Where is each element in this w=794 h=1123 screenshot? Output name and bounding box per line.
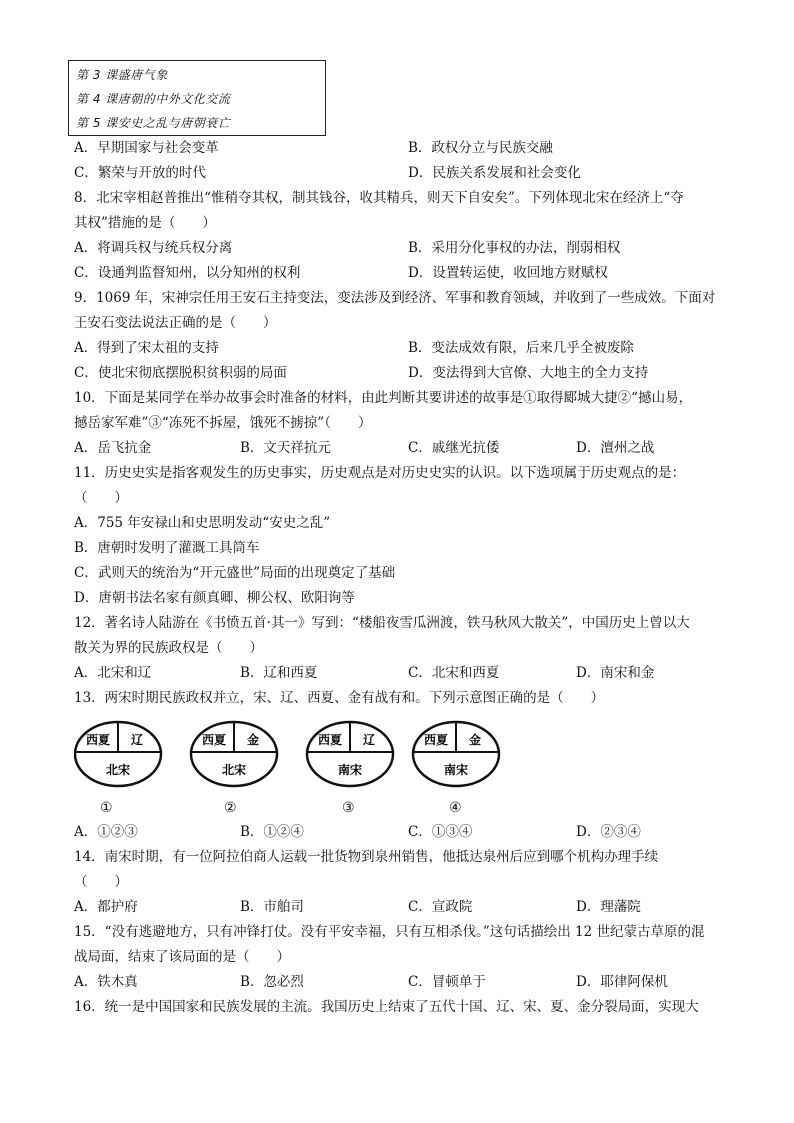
q10-stem: 10．下面是某同学在举办故事会时准备的材料，由此判断其要讲述的故事是①取得郾城大捷②“撼山易， xyxy=(74,390,693,406)
q8-stem: 8．北宋宰相赵普推出“惟稍夺其权，制其钱谷，收其精兵，则天下自安矣”。下列体现北宋在经济上“夺 xyxy=(74,190,684,206)
q8-option-d: D．设置转运使，收回地方财赋权 xyxy=(408,265,608,281)
q13-diagrams xyxy=(74,718,504,790)
q11-option-a: A．755 年安禄山和史思明发动“安史之乱” xyxy=(74,515,331,531)
q14-option-b: B．市舶司 xyxy=(240,899,304,915)
q15-option-d: D．耶律阿保机 xyxy=(576,974,668,990)
diagram-label: 西夏 xyxy=(317,733,343,747)
q13-diagram-4 xyxy=(413,722,499,786)
q11-stem: 11．历史史实是指客观发生的历史事实，历史观点是对历史史实的认识。以下选项属于历史观点的是： xyxy=(74,465,686,481)
diagram-number: ① xyxy=(100,800,113,816)
q9-stem: 9．1069 年，宋神宗任用王安石主持变法，变法涉及到经济、军事和教育领域，并收到了一些成效。下面对 xyxy=(74,290,716,306)
q15-option-b: B．忽必烈 xyxy=(240,974,304,990)
q13-stem: 13．两宋时期民族政权并立，宋、辽、西夏、金有战有和。下列示意图正确的是（ ） xyxy=(74,690,605,706)
q10-option-c: C．戚继光抗倭 xyxy=(408,440,500,456)
diagram-label: 辽 xyxy=(362,733,376,747)
q9-stem-cont: 王安石变法说法正确的是（ ） xyxy=(74,315,277,331)
q10-stem-cont: 撼岳家军难”③“冻死不拆屋，饿死不掳掠”（ ） xyxy=(74,415,372,431)
q16-stem: 16．统一是中国国家和民族发展的主流。我国历史上结束了五代十国、辽、宋、夏、金分裂局面，实现大 xyxy=(74,999,699,1015)
q10-option-b: B．文天祥抗元 xyxy=(240,440,331,456)
diagram-label: 南宋 xyxy=(337,763,363,777)
q8-option-a: A．将调兵权与统兵权分离 xyxy=(74,240,233,256)
q8-option-c: C．设通判监督知州，以分知州的权利 xyxy=(74,265,301,281)
q9-option-a: A．得到了宋太祖的支持 xyxy=(74,340,219,356)
q13-diagram-2 xyxy=(191,722,277,786)
q13-option-a: A．①②③ xyxy=(74,824,138,840)
q11-option-b: B．唐朝时发明了灌溉工具筒车 xyxy=(74,540,260,556)
q11-option-c: C．武则天的统治为“开元盛世”局面的出现奠定了基础 xyxy=(74,565,396,581)
q9-option-d: D．变法得到大官僚、大地主的全力支持 xyxy=(408,365,649,381)
q13-diagram-3 xyxy=(307,722,393,786)
diagram-label: 金 xyxy=(468,733,482,747)
q11-stem-cont: （ ） xyxy=(74,490,128,506)
diagram-number: ② xyxy=(224,800,237,816)
q12-stem-cont: 散关为界的民族政权是（ ） xyxy=(74,640,263,656)
q10-option-a: A．岳飞抗金 xyxy=(74,440,152,456)
q15-stem: 15．“没有逃避地方，只有冲锋打仗。没有平安幸福，只有互相杀伐。”这句话描绘出 12 世纪蒙古草原的混 xyxy=(74,924,705,940)
diagram-label: 西夏 xyxy=(201,733,227,747)
q12-option-c: C．北宋和西夏 xyxy=(408,665,500,681)
q9-option-c: C．使北宋彻底摆脱积贫积弱的局面 xyxy=(74,365,287,381)
q7-option-c: C．繁荣与开放的时代 xyxy=(74,165,206,181)
q14-option-d: D．理藩院 xyxy=(576,899,641,915)
q13-diagram-1 xyxy=(75,722,161,786)
q12-option-d: D．南宋和金 xyxy=(576,665,655,681)
q14-option-a: A．都护府 xyxy=(74,899,138,915)
diagram-label: 辽 xyxy=(130,733,144,747)
q11-option-d: D．唐朝书法名家有颜真卿、柳公权、欧阳询等 xyxy=(74,590,355,606)
q14-option-c: C．宣政院 xyxy=(408,899,473,915)
chapter-line: 第 3 课盛唐气象 xyxy=(76,68,168,82)
q15-option-c: C．冒顿单于 xyxy=(408,974,486,990)
q12-option-b: B．辽和西夏 xyxy=(240,665,318,681)
q9-option-b: B．变法成效有限，后来几乎全被废除 xyxy=(408,340,634,356)
chapter-line: 第 5 课安史之乱与唐朝衰亡 xyxy=(76,116,231,130)
q10-option-d: D．澶州之战 xyxy=(576,440,655,456)
diagram-number: ③ xyxy=(342,800,355,816)
diagram-label: 南宋 xyxy=(443,763,469,777)
q13-option-b: B．①②④ xyxy=(240,824,304,840)
diagram-label: 西夏 xyxy=(423,733,449,747)
q15-stem-cont: 战局面，结束了该局面的是（ ） xyxy=(74,949,290,965)
q8-option-b: B．采用分化事权的办法，削弱相权 xyxy=(408,240,621,256)
q14-stem-cont: （ ） xyxy=(74,874,128,890)
q12-stem: 12．著名诗人陆游在《书愤五首·其一》写到：“楼船夜雪瓜洲渡，铁马秋风大散关”，中国历史上曾以大 xyxy=(74,615,690,631)
diagram-number: ④ xyxy=(449,800,462,816)
diagram-label: 西夏 xyxy=(85,733,111,747)
diagram-label: 金 xyxy=(246,733,260,747)
q7-option-a: A．早期国家与社会变革 xyxy=(74,140,219,156)
chapter-line: 第 4 课唐朝的中外文化交流 xyxy=(76,92,231,106)
diagram-label: 北宋 xyxy=(221,763,247,777)
chapter-list-box xyxy=(68,60,326,136)
q12-option-a: A．北宋和辽 xyxy=(74,665,152,681)
q8-stem-cont: 其权”措施的是（ ） xyxy=(74,215,216,231)
q13-option-d: D．②③④ xyxy=(576,824,641,840)
q7-option-d: D．民族关系发展和社会变化 xyxy=(408,165,581,181)
q14-stem: 14．南宋时期，有一位阿拉伯商人运载一批货物到泉州销售，他抵达泉州后应到哪个机构办理手续 xyxy=(74,849,659,865)
q7-option-b: B．政权分立与民族交融 xyxy=(408,140,553,156)
q13-option-c: C．①③④ xyxy=(408,824,473,840)
q15-option-a: A．铁木真 xyxy=(74,974,138,990)
diagram-label: 北宋 xyxy=(105,763,131,777)
